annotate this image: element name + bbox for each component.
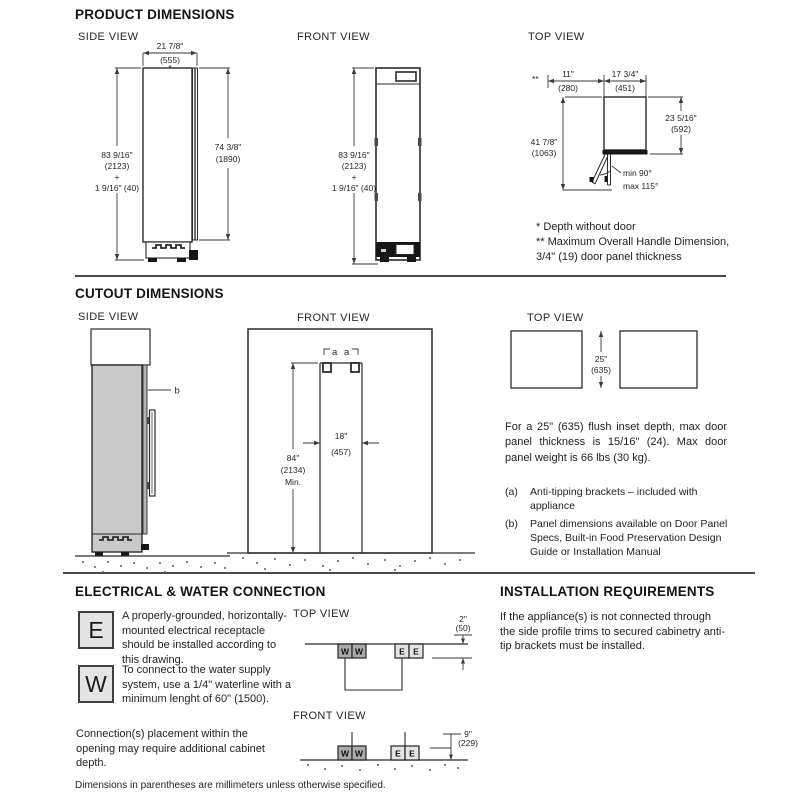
product-dimensions-title: PRODUCT DIMENSIONS	[75, 7, 235, 22]
cutout-opening	[248, 329, 432, 553]
product-side-view-label: SIDE VIEW	[78, 31, 139, 43]
electrical-water-title: ELECTRICAL & WATER CONNECTION	[75, 584, 326, 599]
dim-label: 11"	[562, 69, 574, 79]
dim-label: +	[351, 172, 357, 182]
floor-specks	[307, 764, 459, 771]
cutout-front-view-label: FRONT VIEW	[297, 312, 370, 324]
depth-dimension-left	[531, 97, 612, 190]
top-dimensions	[532, 69, 646, 97]
footer-note: Dimensions in parentheses are millimeters unless otherwise specified.	[75, 780, 386, 791]
installation-requirements-text: If the appliance(s) is not connected through the side profile trims to secured cabinetry anti-tip brackets must be installed.	[500, 611, 725, 653]
dim-label: (2134)	[280, 465, 306, 475]
dim-label: 83 9/16"	[338, 150, 370, 160]
dim-footnote-stars: **	[532, 74, 539, 84]
appliance-top-outline	[603, 97, 648, 155]
dim-label: 1 9/16" (40)	[331, 183, 377, 193]
water-box-letter: W	[340, 748, 350, 759]
note-b-tag: (b)	[505, 518, 518, 530]
dim-label: (229)	[458, 738, 478, 748]
appliance-front-outline	[375, 68, 422, 262]
dim-label: (50)	[455, 623, 471, 633]
height-dimension	[430, 729, 478, 760]
water-connection-boxes	[338, 644, 366, 658]
dim-label: (2123)	[341, 161, 367, 171]
dim-label: (280)	[558, 83, 578, 93]
recess-outline	[345, 658, 402, 690]
product-front-view-label: FRONT VIEW	[297, 31, 370, 43]
electrical-box-letter: E	[413, 646, 419, 657]
electrical-box-letter: E	[395, 748, 401, 759]
note-b-text: Panel dimensions available on Door Panel Specs, Built-in Food Preservation Design Guide or Installation Manual	[530, 518, 728, 558]
cutout-dimensions-title: CUTOUT DIMENSIONS	[75, 286, 224, 301]
callout-b-label: b	[174, 385, 180, 397]
electrical-box-letter: E	[409, 748, 415, 759]
water-connection-boxes	[338, 746, 366, 760]
connection-front-view-label: FRONT VIEW	[293, 710, 366, 722]
cabinet-right	[620, 331, 697, 388]
door-height-dimension	[199, 68, 241, 240]
note-b	[505, 518, 731, 560]
water-box-letter: W	[354, 646, 364, 657]
dim-label: 9"	[464, 729, 472, 739]
product-side-view-drawing	[70, 38, 250, 272]
section-divider	[63, 572, 755, 574]
height-dimension	[332, 68, 378, 264]
dim-label: 21 7/8"	[156, 41, 184, 51]
electrical-box-letter: E	[399, 646, 405, 657]
note-a-text: Anti-tipping brackets – included with appliance	[530, 486, 698, 512]
water-box-letter: W	[354, 748, 364, 759]
cabinet-and-appliance	[91, 329, 155, 556]
callout-a-right-label: a	[344, 347, 350, 358]
dim-label: 17 3/4"	[611, 69, 639, 79]
callout-a-left-label: a	[332, 347, 338, 358]
water-symbol-letter: W	[85, 670, 107, 697]
product-top-view-label: TOP VIEW	[528, 31, 585, 43]
connection-top-view-label: TOP VIEW	[293, 608, 350, 620]
water-text: To connect to the water supply system, use a 1/4" waterline with a minimum lenght of 60" (1500).	[122, 664, 291, 706]
cutout-paragraph: For a 25" (635) flush inset depth, max door panel thickness is 15/16" (24). Max door panel weight is 66 lbs (30 kg).	[505, 421, 727, 464]
dim-label: (1063)	[531, 148, 557, 158]
electrical-symbol-box	[78, 611, 114, 649]
dim-label: (2123)	[104, 161, 130, 171]
depth-dimension	[432, 614, 472, 670]
dim-label: (555)	[160, 55, 180, 65]
dim-label: 18"	[334, 431, 348, 441]
swing-max-label: max 115°	[623, 181, 659, 191]
electrical-connection-boxes	[391, 746, 419, 760]
product-top-view-drawing	[520, 55, 730, 200]
swing-min-label: min 90°	[623, 168, 652, 178]
dim-label: 23 5/16"	[665, 113, 697, 123]
dim-label: 2"	[459, 614, 467, 624]
product-note-3: 3/4" (19) door panel thickness	[536, 251, 682, 263]
connection-front-view-drawing	[290, 722, 485, 777]
floor	[75, 556, 230, 573]
section-divider	[75, 275, 726, 277]
electrical-connection-boxes	[395, 644, 423, 658]
dim-label: (592)	[671, 124, 691, 134]
height-dimension	[95, 68, 144, 260]
dim-label: (451)	[615, 83, 635, 93]
dim-label: 41 7/8"	[530, 137, 558, 147]
dim-label: 74 3/8"	[214, 142, 242, 152]
installation-requirements-title: INSTALLATION REQUIREMENTS	[500, 584, 715, 599]
cutout-top-view-label: TOP VIEW	[527, 312, 584, 324]
water-box-letter: W	[340, 646, 350, 657]
electrical-symbol-letter: E	[88, 616, 104, 643]
floor	[227, 553, 475, 571]
dim-label: +	[114, 172, 120, 182]
electrical-text: A properly-grounded, horizontally-mounted electrical receptacle should be installed according to this drawing.	[122, 610, 288, 667]
dim-label: 84"	[286, 453, 300, 463]
depth-dimension-right	[648, 97, 697, 154]
dim-label: 83 9/16"	[101, 150, 133, 160]
connection-note: Connection(s) placement within the opening may require additional cabinet depth.	[76, 728, 265, 770]
dim-label: (1890)	[215, 154, 241, 164]
water-symbol-box	[78, 665, 114, 703]
cutout-side-view-drawing	[75, 322, 260, 576]
note-a-tag: (a)	[505, 486, 518, 498]
product-front-view-drawing	[328, 38, 468, 272]
callout-b	[148, 386, 180, 397]
connection-top-view-drawing	[290, 608, 485, 708]
cutout-front-view-drawing	[235, 325, 470, 573]
product-note-2: ** Maximum Overall Handle Dimension,	[536, 236, 730, 248]
door-swing	[590, 155, 659, 192]
appliance-side-outline	[143, 68, 198, 262]
cutout-side-view-label: SIDE VIEW	[78, 311, 139, 323]
dim-label: (457)	[331, 447, 351, 457]
dim-label: Min.	[284, 477, 302, 487]
note-a	[505, 486, 727, 514]
dim-label: 25"	[594, 354, 608, 364]
dim-label: (635)	[591, 365, 611, 375]
product-note-1: * Depth without door	[536, 221, 636, 233]
depth-dimension	[591, 331, 611, 388]
cutout-top-view-drawing	[505, 326, 705, 398]
dim-label: 1 9/16" (40)	[94, 183, 140, 193]
cabinet-left	[511, 331, 582, 388]
